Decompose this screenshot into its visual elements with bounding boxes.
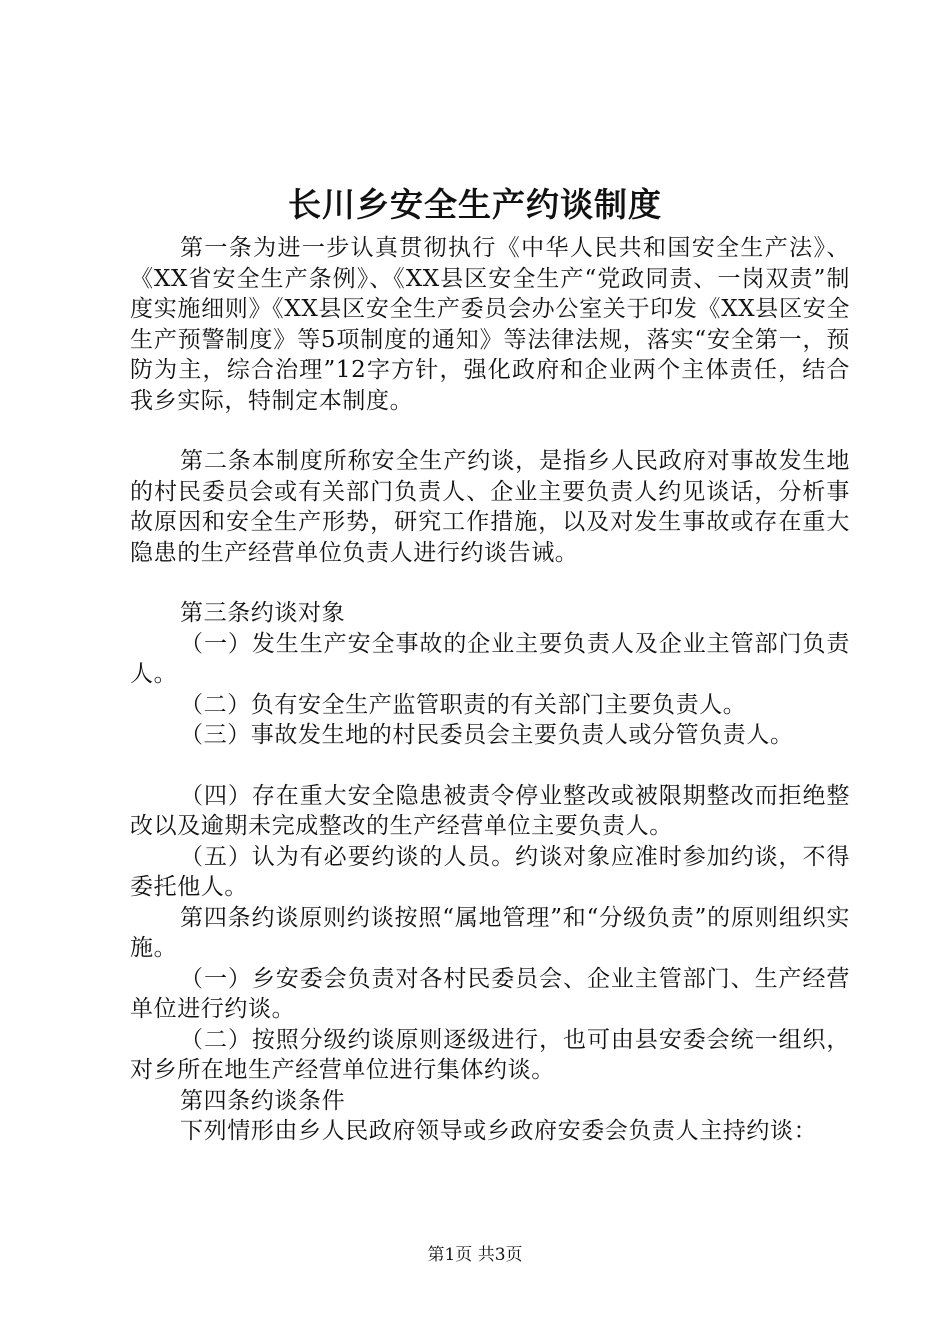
- paragraph-article-3-item-5: （五）认为有必要约谈的人员。约谈对象应准时参加约谈，不得委托他人。: [130, 843, 850, 900]
- paragraph-article-3-item-2: （二）负有安全生产监管职责的有关部门主要负责人。: [180, 691, 747, 718]
- paragraph-article-3-item-1: （一）发生生产安全事故的企业主要负责人及企业主管部门负责人。: [130, 630, 850, 687]
- page-footer: 第1页 共3页: [427, 1245, 523, 1265]
- paragraph-article-3-heading: 第三条约谈对象: [180, 600, 346, 626]
- paragraph-article-4-item-2: （二）按照分级约谈原则逐级进行，也可由县安委会统一组织，对乡所在地生产经营单位进行集体约谈。: [130, 1026, 850, 1083]
- document-body: [130, 233, 850, 1147]
- paragraph-article-1: 第一条为进一步认真贯彻执行《中华人民共和国安全生产法》、《XX省安全生产条例》、《XX县区安全生产“党政同责、一岗双责”制度实施细则》《XX县区安全生产委员会办公室关于印发《XX县区安全生产预警制度》等5项制度的通知》等法律法规，落实“安全第一，预防为主，综合治理”12字方针，强化政府和企业两个主体责任，结合我乡实际，特制定本制度。: [130, 235, 850, 414]
- paragraph-gap: [130, 568, 850, 598]
- paragraph-article-4-principle: 第四条约谈原则约谈按照“属地管理”和“分级负责”的原则组织实施。: [130, 904, 850, 961]
- paragraph-article-4-item-1: （一）乡安委会负责对各村民委员会、企业主管部门、生产经营单位进行约谈。: [130, 965, 850, 1022]
- paragraph-gap: [130, 416, 850, 446]
- paragraph-article-3-item-3: （三）事故发生地的村民委员会主要负责人或分管负责人。: [180, 722, 794, 748]
- paragraph-article-4-conditions-intro: 下列情形由乡人民政府领导或乡政府安委会负责人主持约谈：: [180, 1118, 818, 1144]
- paragraph-article-3-item-4: （四）存在重大安全隐患被责令停业整改或被限期整改而拒绝整改以及逾期未完成整改的生产经营单位主要负责人。: [130, 782, 850, 839]
- paragraph-gap: [130, 751, 850, 781]
- document-title: 长川乡安全生产约谈制度: [288, 185, 662, 224]
- paragraph-article-2: 第二条本制度所称安全生产约谈，是指乡人民政府对事故发生地的村民委员会或有关部门负责人、企业主要负责人约见谈话，分析事故原因和安全生产形势，研究工作措施，以及对发生事故或存在重大隐患的生产经营单位负责人进行约谈告诫。: [130, 448, 850, 566]
- paragraph-article-4-conditions-heading: 第四条约谈条件: [180, 1087, 346, 1114]
